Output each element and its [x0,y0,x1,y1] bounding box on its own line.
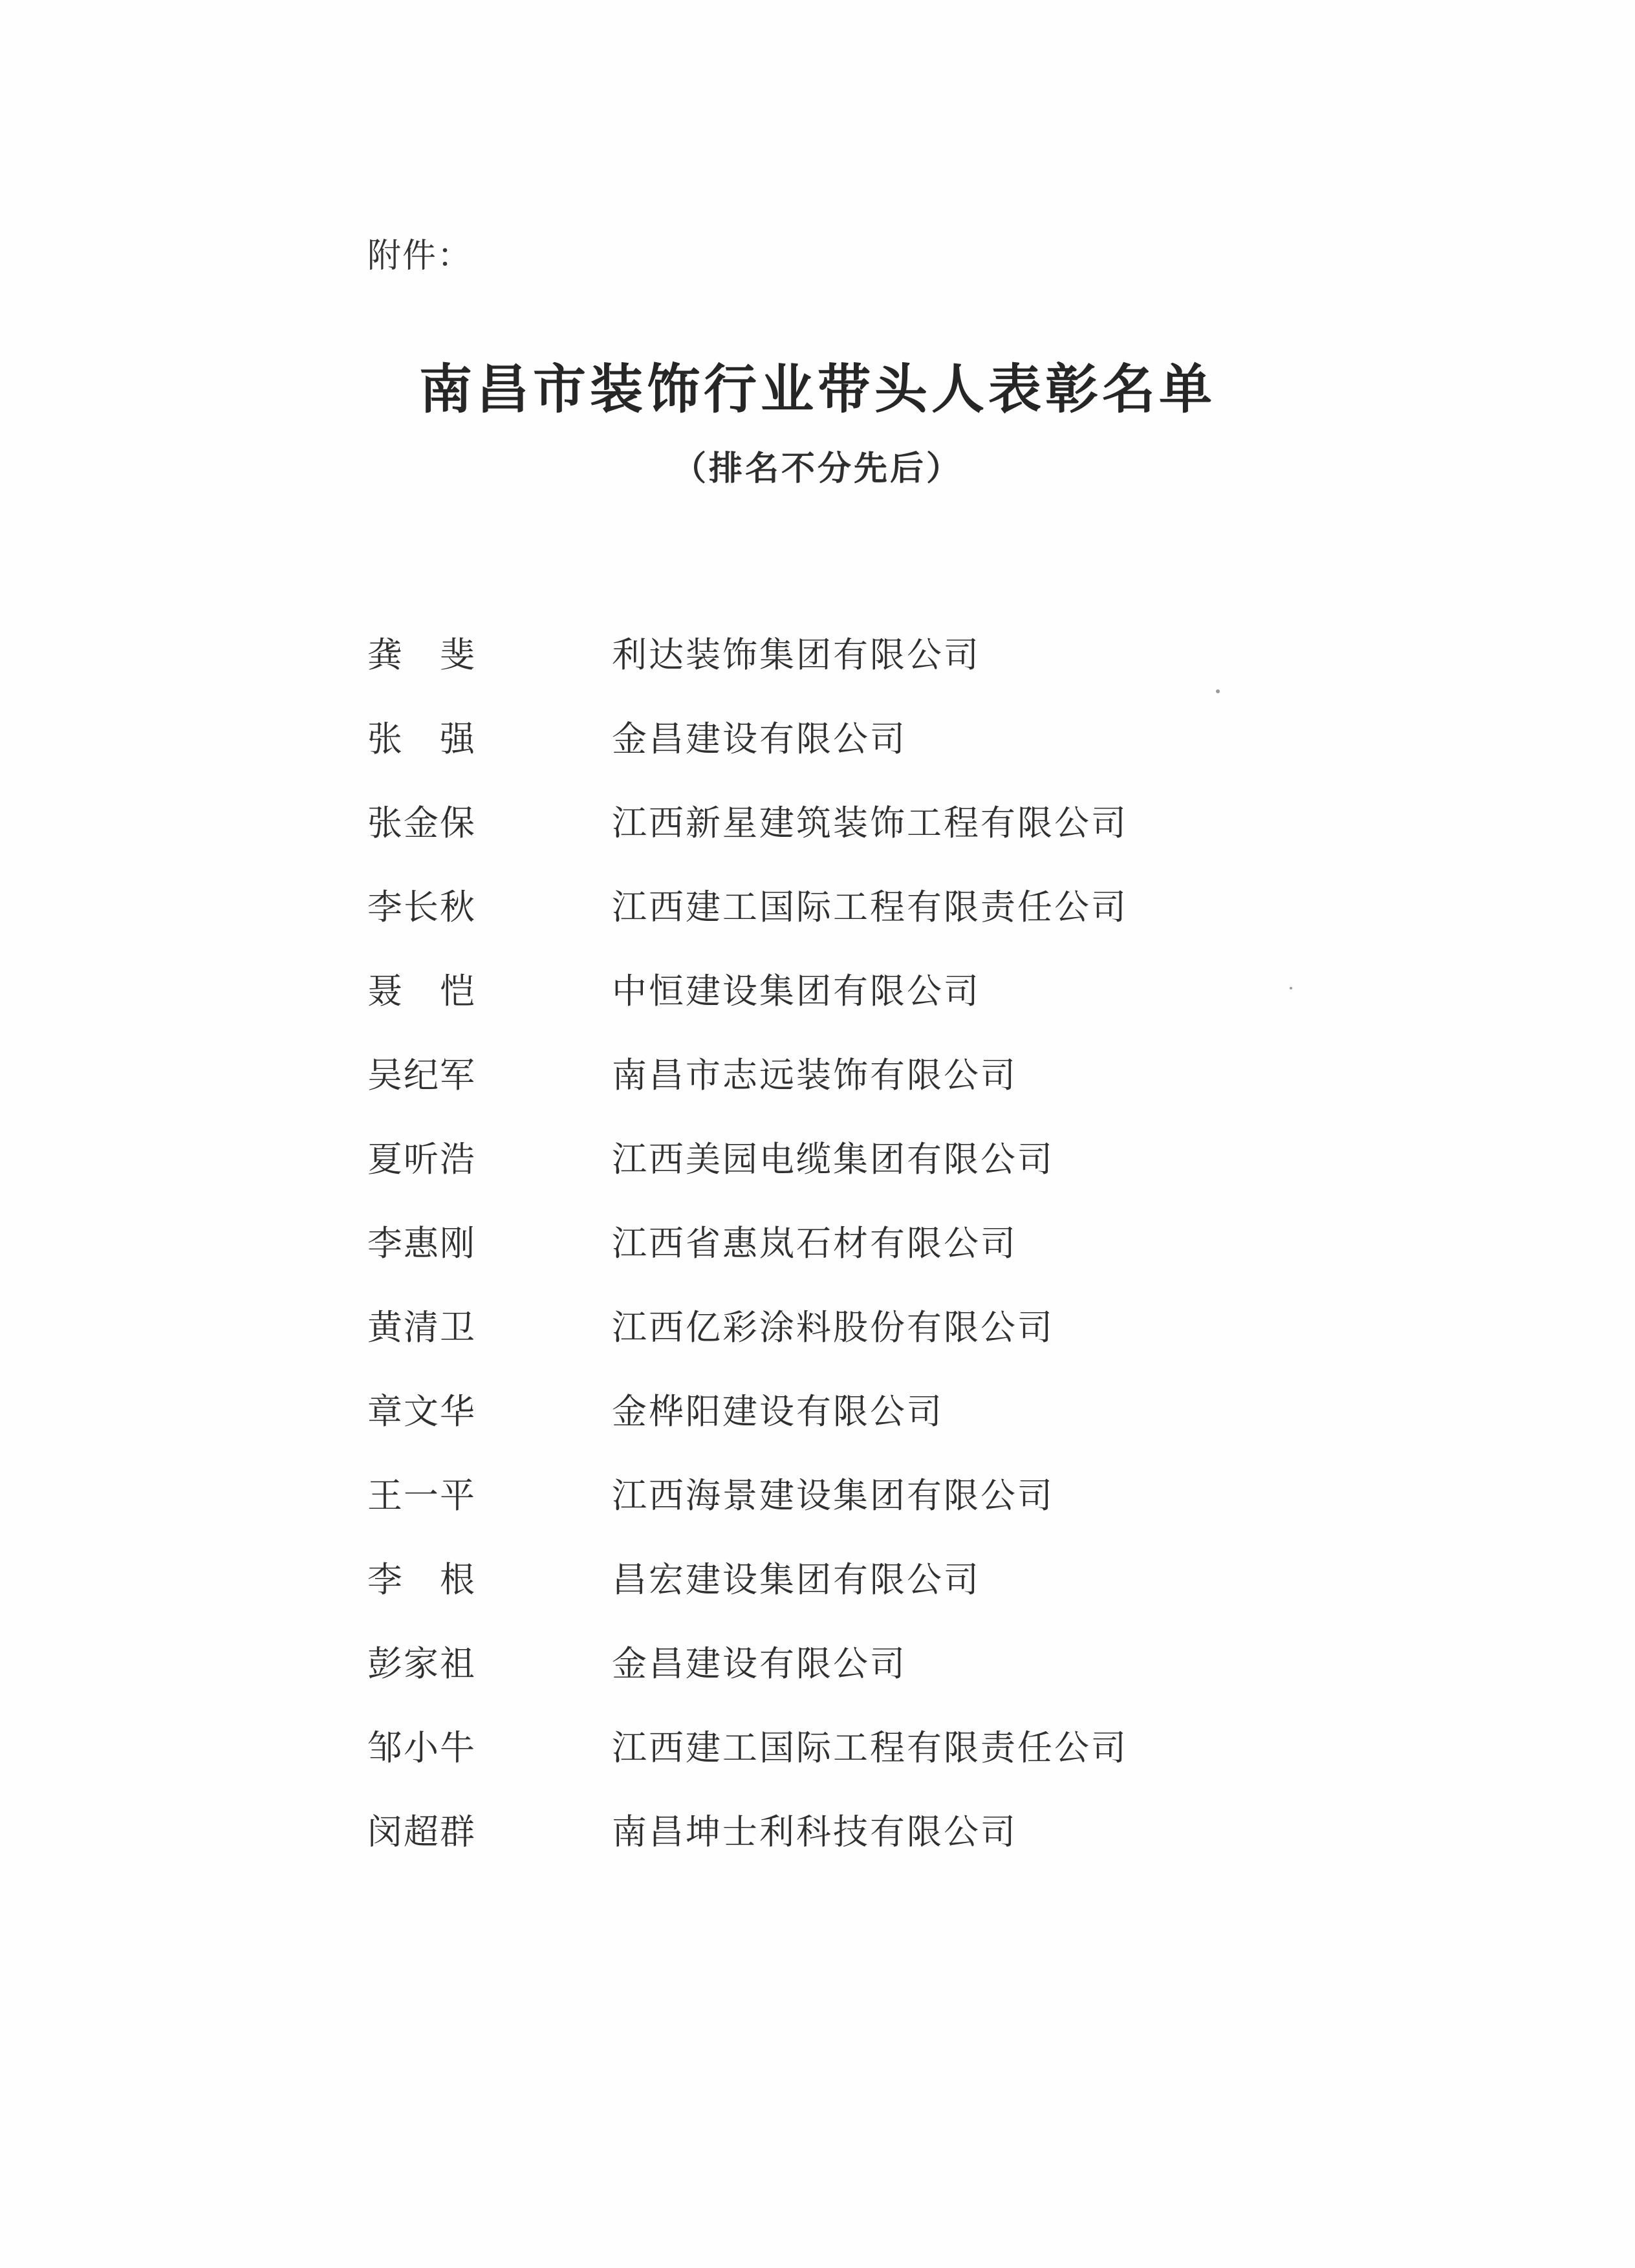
honoree-company: 江西建工国际工程有限责任公司 [612,1727,1128,1768]
list-item [367,865,1337,949]
list-item [367,1454,1337,1538]
list-item [367,1286,1337,1370]
list-item [367,1202,1337,1286]
honoree-company: 利达装饰集团有限公司 [612,634,980,675]
list-item [367,949,1337,1033]
honoree-company: 昌宏建设集团有限公司 [612,1559,980,1600]
list-item [367,781,1337,865]
list-item [367,1033,1337,1118]
honoree-name: 吴纪军 [367,1055,476,1096]
honoree-company: 南昌市志远装饰有限公司 [612,1055,1017,1096]
honoree-list [367,613,1337,1874]
honoree-company: 江西美园电缆集团有限公司 [612,1139,1054,1180]
honoree-name: 张金保 [367,803,476,843]
page-title: 南昌市装饰行业带头人表彰名单 [418,359,1216,420]
list-item [367,1370,1337,1454]
honoree-name: 章文华 [367,1391,476,1432]
honoree-company: 江西亿彩涂料股份有限公司 [612,1307,1054,1348]
honoree-name: 黄清卫 [367,1307,476,1348]
honoree-name: 聂 恺 [367,971,476,1011]
list-item [367,1706,1337,1790]
list-item [367,1622,1337,1706]
honoree-company: 江西建工国际工程有限责任公司 [612,887,1128,927]
list-item [367,613,1337,697]
list-item [367,1538,1337,1622]
honoree-name: 闵超群 [367,1811,476,1852]
honoree-company: 江西省惠岚石材有限公司 [612,1223,1017,1264]
honoree-company: 金桦阳建设有限公司 [612,1391,944,1432]
honoree-name: 李 根 [367,1559,476,1600]
honoree-company: 金昌建设有限公司 [612,718,907,759]
honoree-company: 江西新星建筑装饰工程有限公司 [612,803,1128,843]
honoree-company: 金昌建设有限公司 [612,1643,907,1684]
honoree-name: 王一平 [367,1475,476,1516]
honoree-name: 李长秋 [367,887,476,927]
scan-speck [1216,689,1220,693]
honoree-name: 李惠刚 [367,1223,476,1264]
honoree-name: 彭家祖 [367,1643,476,1684]
list-item [367,697,1337,781]
page-subtitle: （排名不分先后） [672,449,962,488]
honoree-name: 夏听浩 [367,1139,476,1180]
list-item [367,1118,1337,1202]
attachment-label: 附件： [367,237,473,275]
scan-speck [1290,987,1292,989]
honoree-name: 邹小牛 [367,1727,476,1768]
honoree-name: 张 强 [367,718,476,759]
list-item [367,1790,1337,1874]
honoree-company: 中恒建设集团有限公司 [612,971,980,1011]
honoree-name: 龚 斐 [367,634,476,675]
honoree-company: 南昌坤士利科技有限公司 [612,1811,1017,1852]
honoree-company: 江西海景建设集团有限公司 [612,1475,1054,1516]
